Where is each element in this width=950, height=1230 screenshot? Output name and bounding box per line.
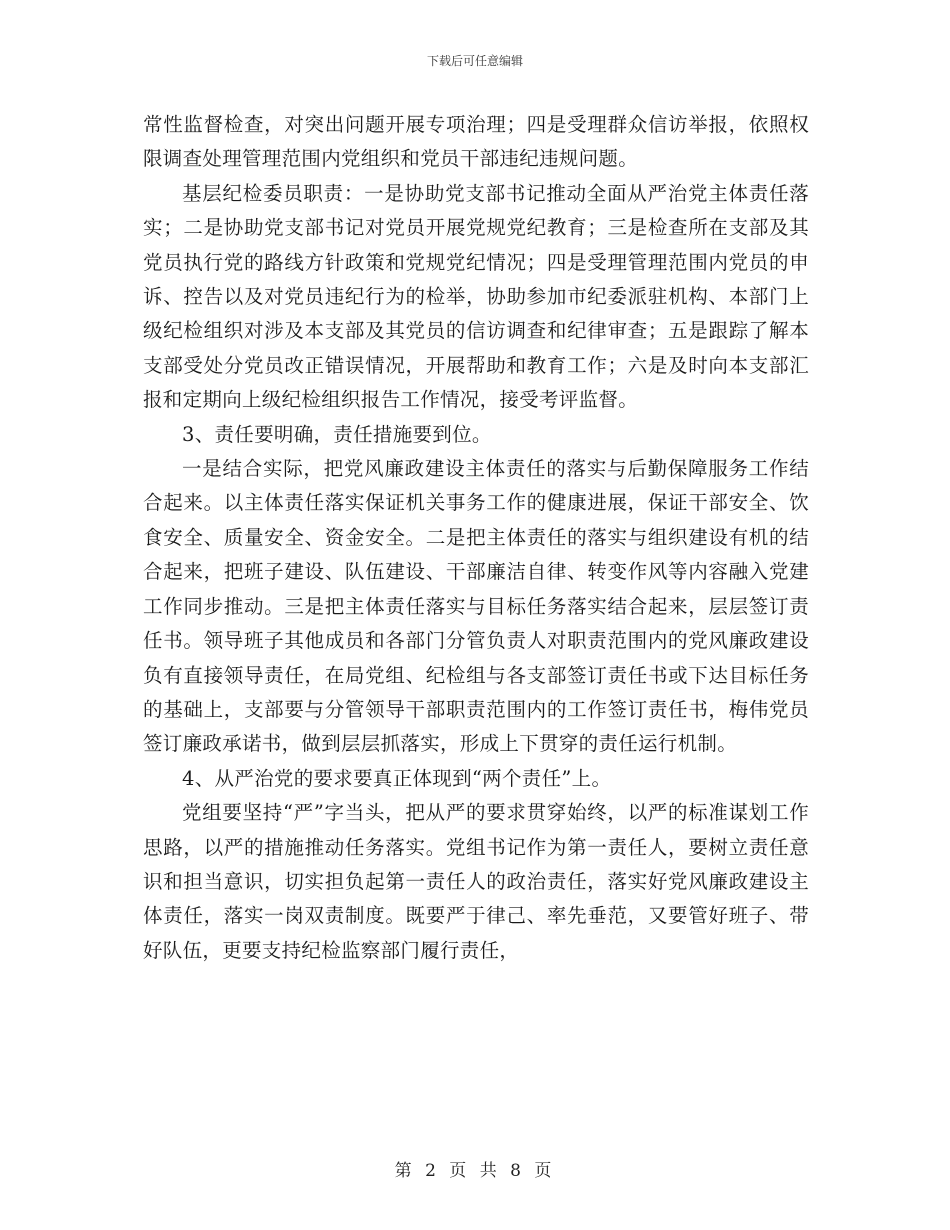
paragraph-5-heading: 4、从严治党的要求要真正体现到“两个责任”上。 [182, 766, 612, 790]
paragraph-2: 基层纪检委员职责：一是协助党支部书记推动全面从严治党主体责任落实；二是协助党支部书记对党员开展党规党纪教育；三是检查所在支部及其党员执行党的路线方针政策和党规党纪情况；四是受理管理范围内党员的申诉、控告以及对党员违纪行为的检举，协助参加市纪委派驻机构、本部门上级纪检组织对涉及本支部及其党员的信访调查和纪律审查；五是跟踪了解本支部受处分党员改正错误情况，开展帮助和教育工作；六是及时向本支部汇报和定期向上级纪检组织报告工作情况，接受考评监督。 [143, 181, 809, 412]
paragraph-3-heading: 3、责任要明确，责任措施要到位。 [182, 422, 492, 446]
page-header-note: 下载后可任意编辑 [426, 54, 523, 68]
page-number: 第 2 页 共 8 页 [394, 1161, 556, 1181]
paragraph-4: 一是结合实际，把党风廉政建设主体责任的落实与后勤保障服务工作结合起来。以主体责任落实保证机关事务工作的健康进展，保证干部安全、饮食安全、质量安全、资金安全。二是把主体责任的落实与组织建设有机的结合起来，把班子建设、队伍建设、干部廉洁自律、转变作风等内容融入党建工作同步推动。三是把主体责任落实与目标任务落实结合起来，层层签订责任书。领导班子其他成员和各部门分管负责人对职责范围内的党风廉政建设负有直接领导责任，在局党组、纪检组与各支部签订责任书或下达目标任务的基础上，支部要与分管领导干部职责范围内的工作签订责任书，梅伟党员签订廉政承诺书，做到层层抓落实，形成上下贯穿的责任运行机制。 [143, 457, 809, 756]
document-body [143, 108, 809, 968]
paragraph-6: 党组要坚持“严”字当头，把从严的要求贯穿始终，以严的标准谋划工作思路，以严的措施推动任务落实。党组书记作为第一责任人，要树立责任意识和担当意识，切实担负起第一责任人的政治责任，落实好党风廉政建设主体责任，落实一岗双责制度。既要严于律己、率先垂范，又要管好班子、带好队伍，更要支持纪检监察部门履行责任， [143, 801, 809, 962]
paragraph-1: 常性监督检查，对突出问题开展专项治理；四是受理群众信访举报，依照权限调查处理管理范围内党组织和党员干部违纪违规问题。 [143, 113, 809, 171]
